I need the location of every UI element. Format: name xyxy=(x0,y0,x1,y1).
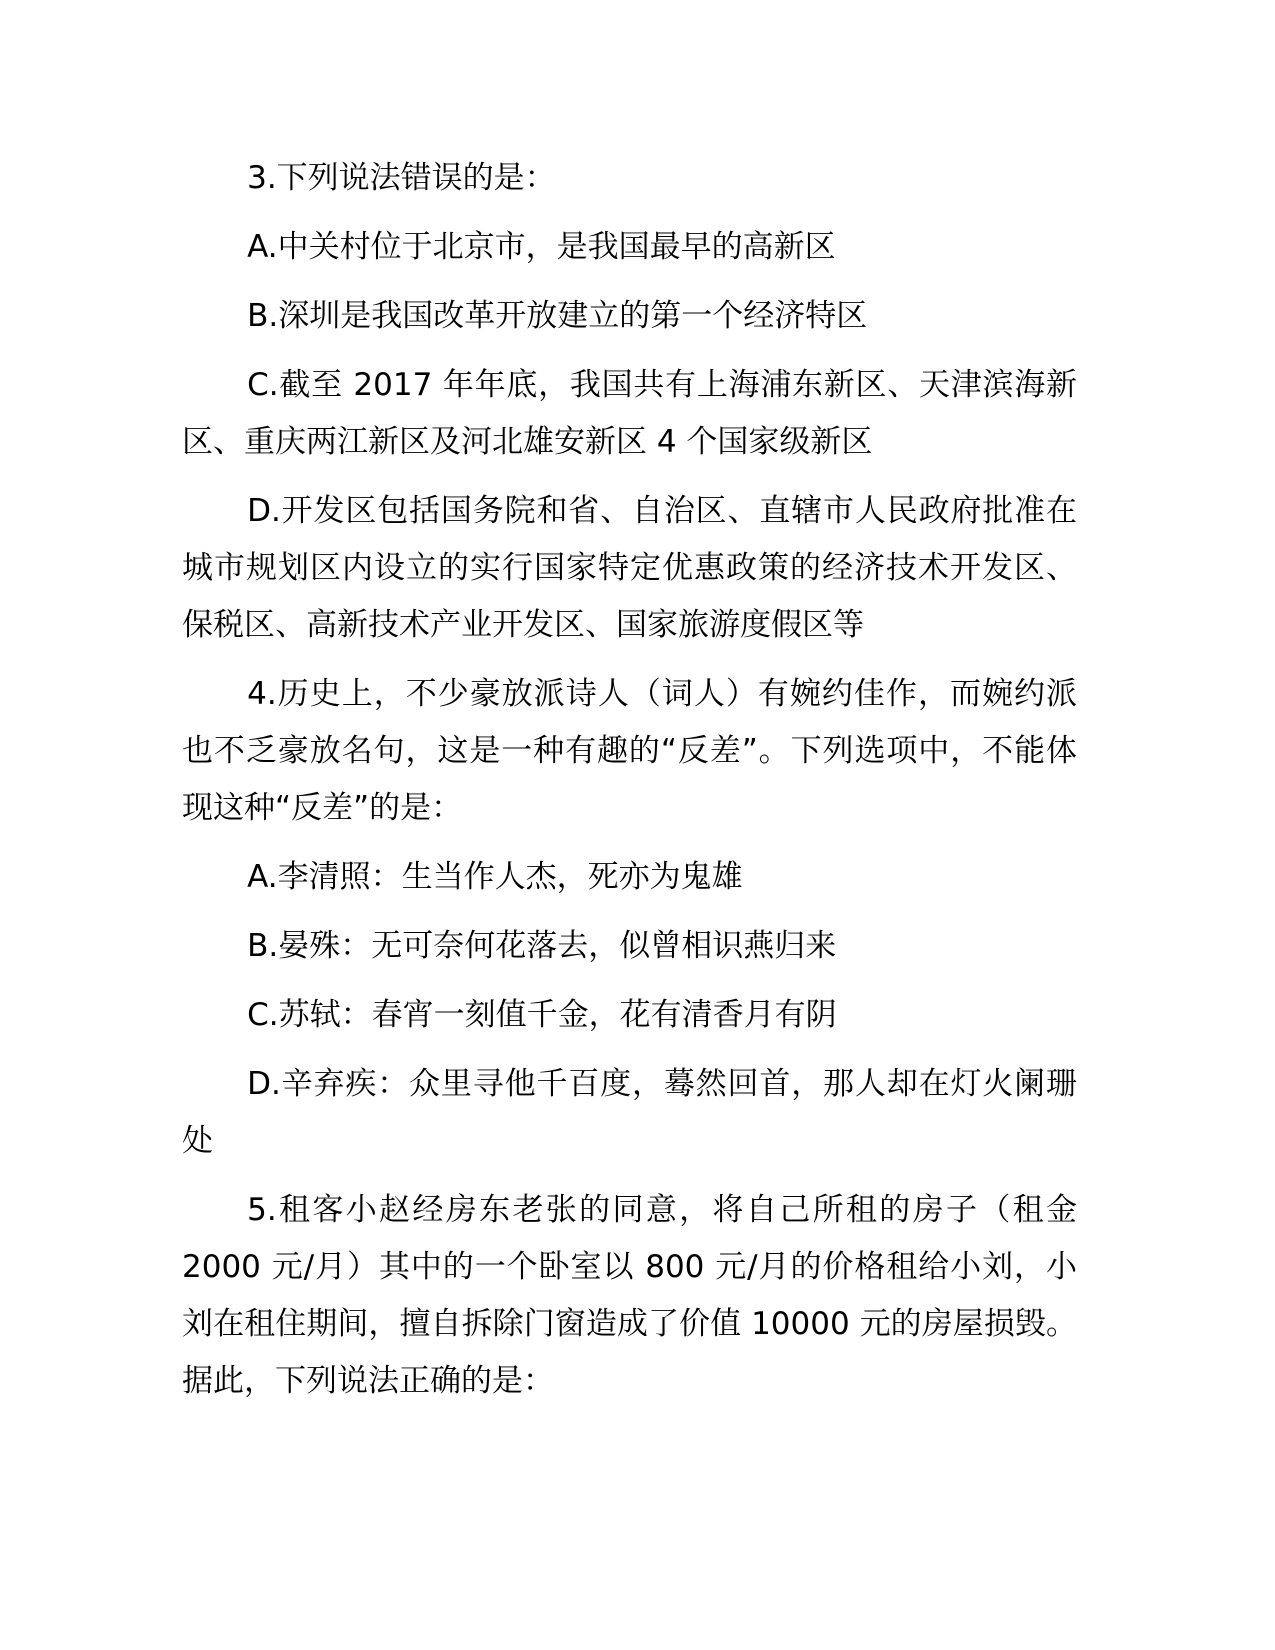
document-body xyxy=(182,150,1077,1422)
question-3-option-d: D.开发区包括国务院和省、自治区、直辖市人民政府批准在城市规划区内设立的实行国家特定优惠政策的经济技术开发区、保税区、高新技术产业开发区、国家旅游度假区等 xyxy=(182,493,1077,643)
question-3-option-b: B.深圳是我国改革开放建立的第一个经济特区 xyxy=(247,298,868,334)
question-3-option-a: A.中关村位于北京市，是我国最早的高新区 xyxy=(247,229,836,265)
question-4-option-a: A.李清照：生当作人杰，死亦为鬼雄 xyxy=(247,859,743,895)
question-4-stem: 4.历史上，不少豪放派诗人（词人）有婉约佳作，而婉约派也不乏豪放名句，这是一种有趣的“反差”。下列选项中，不能体现这种“反差”的是： xyxy=(182,676,1077,826)
question-4-option-c: C.苏轼：春宵一刻值千金，花有清香月有阴 xyxy=(247,997,837,1033)
question-5-stem: 5.租客小赵经房东老张的同意，将自己所租的房子（租金 2000 元/月）其中的一个卧室以 800 元/月的价格租给小刘，小刘在租住期间，擅自拆除门窗造成了价值 10000 元的房屋损毁。据此，下列说法正确的是： xyxy=(182,1192,1077,1399)
question-3-stem: 3.下列说法错误的是： xyxy=(247,160,556,196)
question-4-option-b: B.晏殊：无可奈何花落去，似曾相识燕归来 xyxy=(247,928,837,964)
question-4-option-d: D.辛弃疾：众里寻他千百度，蓦然回首，那人却在灯火阑珊处 xyxy=(182,1066,1077,1159)
question-3-option-c: C.截至 2017 年年底，我国共有上海浦东新区、天津滨海新区、重庆两江新区及河北雄安新区 4 个国家级新区 xyxy=(182,367,1077,460)
